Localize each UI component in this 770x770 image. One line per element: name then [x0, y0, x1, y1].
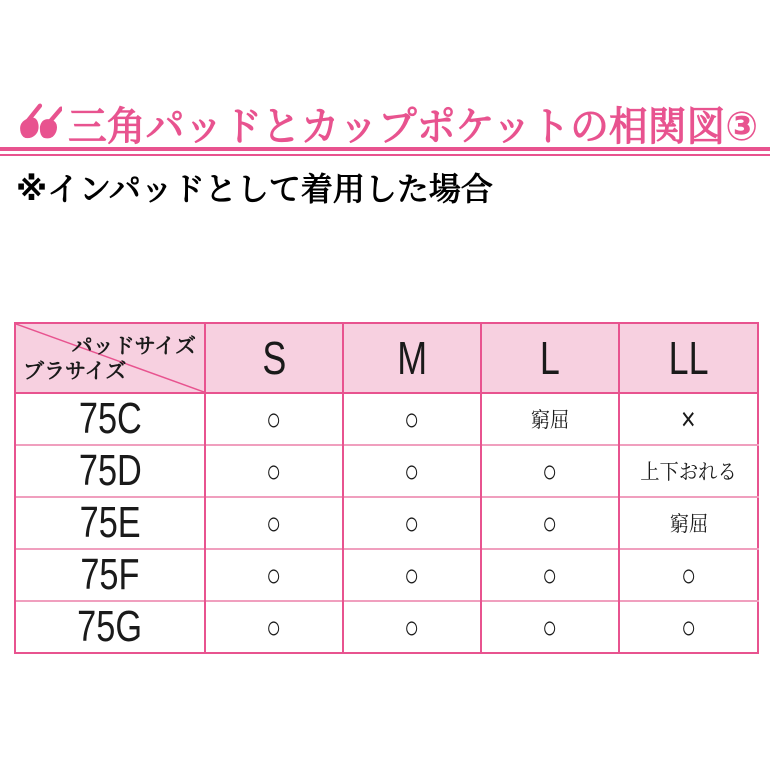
compatibility-cell: 窮屈: [481, 393, 619, 445]
header-row: [15, 323, 758, 393]
column-header-ll: LL: [619, 323, 758, 393]
compatibility-cell: ○: [205, 601, 343, 653]
compatibility-cell: ○: [343, 601, 481, 653]
table-row-75f: [15, 549, 758, 601]
compatibility-cell: 窮屈: [619, 497, 758, 549]
bra-size-row-header: 75F: [15, 549, 205, 601]
bra-size-row-header: 75D: [15, 445, 205, 497]
table-row-75e: [15, 497, 758, 549]
compatibility-cell: ○: [619, 549, 758, 601]
compatibility-cell: ×: [619, 393, 758, 445]
column-header-s: S: [205, 323, 343, 393]
note-text: ※インパッドとして着用した場合: [16, 171, 493, 207]
compatibility-cell: ○: [343, 445, 481, 497]
size-chart-table: [14, 322, 759, 654]
pad-size-axis-label: パッドサイズ: [71, 335, 196, 358]
column-header-l: L: [481, 323, 619, 393]
compatibility-cell: ○: [481, 497, 619, 549]
compatibility-cell: ○: [343, 393, 481, 445]
bra-size-row-header: 75G: [15, 601, 205, 653]
compatibility-cell: ○: [481, 549, 619, 601]
compatibility-cell: ○: [205, 497, 343, 549]
bra-size-row-header: 75E: [15, 497, 205, 549]
size-chart: [14, 322, 759, 654]
bra-icon: [14, 100, 62, 146]
table-row-75g: [15, 601, 758, 653]
masthead: [14, 98, 770, 148]
compatibility-cell: 上下おれる: [619, 445, 758, 497]
compatibility-cell: ○: [481, 445, 619, 497]
compatibility-cell: ○: [205, 445, 343, 497]
bra-size-row-header: 75C: [15, 393, 205, 445]
table-row-75d: [15, 445, 758, 497]
page-title: 三角パッドとカップポケットの相関図③: [68, 104, 759, 149]
compatibility-cell: ○: [481, 601, 619, 653]
compatibility-cell: ○: [205, 549, 343, 601]
corner-cell: [15, 323, 205, 393]
compatibility-cell: ○: [343, 549, 481, 601]
compatibility-cell: ○: [619, 601, 758, 653]
table-row-75c: [15, 393, 758, 445]
compatibility-cell: ○: [205, 393, 343, 445]
compatibility-cell: ○: [343, 497, 481, 549]
column-header-m: M: [343, 323, 481, 393]
bra-size-axis-label: ブラサイズ: [23, 360, 127, 383]
title-underline-divider: [0, 147, 770, 156]
